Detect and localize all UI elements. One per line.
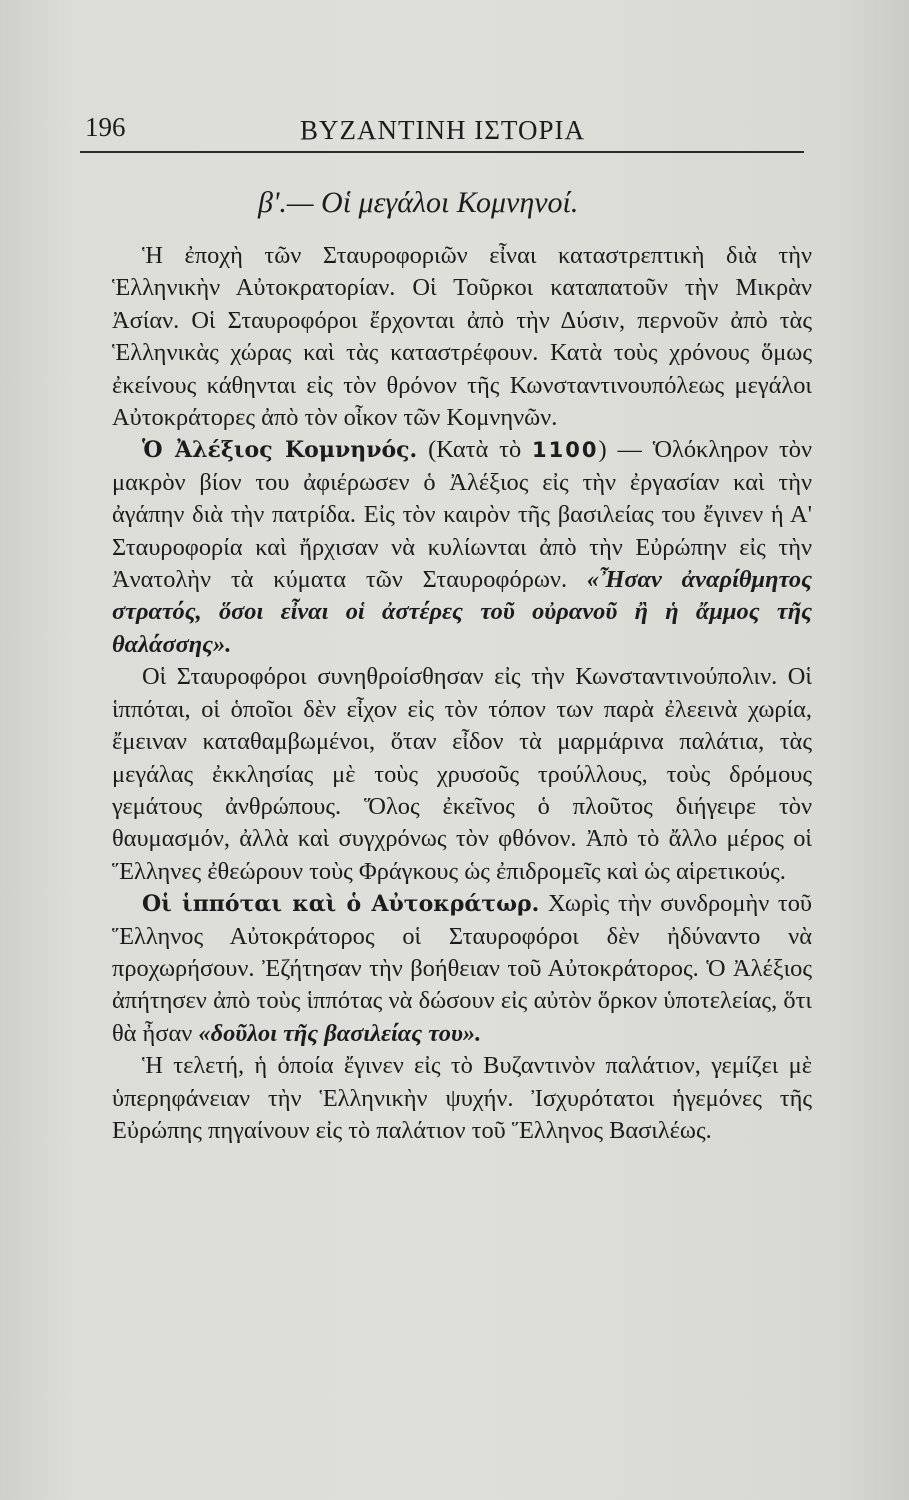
paragraph-constantinople: Οἱ Σταυροφόροι συνηθροίσθησαν εἰς τὴν Κωνσταντινούπολιν. Οἱ ἱππόται, οἱ ὁποῖοι δὲν εἶχον εἰς τὸν τόπον των παρὰ ἐλεεινὰ χωρία, ἔμειναν καταθαμβωμένοι, ὅταν εἶδον τὰ μαρμάρινα παλάτια, τὰς μεγάλας ἐκκλησίας μὲ τοὺς χρυσοῦς τρούλλους, τοὺς δρόμους γεμάτους ἀνθρώπους. Ὅλος ἐκεῖνος ὁ πλοῦτος διήγειρε τὸν θαυμασμόν, ἀλλὰ καὶ συγχρόνως τὸν φθόνον. Ἀπὸ τὸ ἄλλο μέρος οἱ Ἕλληνες ἐθεώρουν τοὺς Φράγκους ὡς ἐπιδρομεῖς καὶ ὡς αἱρετικούς. [112, 663, 812, 885]
alexios-year: 1100 [532, 438, 599, 463]
crusaders-quote: «Ἦσαν ἀναρίθμητος στρατός, ὅσοι εἶναι οἱ ἀστέρες τοῦ οὐρανοῦ ἢ ἡ ἄμμος τῆς θαλάσσης». [112, 566, 812, 658]
alexios-heading: Ὁ Ἀλέξιος Κομνηνός. [142, 437, 418, 464]
knights-heading: Οἱ ἱππόται καὶ ὁ Αὐτοκράτωρ. [142, 891, 540, 918]
running-title: ΒΥΖΑΝΤΙΝΗ ΙΣΤΟΡΙΑ [300, 115, 585, 145]
section-title: β'.— Οἱ μεγάλοι Κομνηνοί. [258, 186, 579, 219]
paragraph-knights-emperor [112, 888, 812, 1050]
body-text [112, 240, 812, 1147]
page-header [80, 112, 810, 152]
header-rule [80, 151, 804, 153]
alexios-text: ) — Ὁλόκληρον τὸν μακρὸν βίον του ἀφιέρωσεν ὁ Ἀλέξιος εἰς τὴν ἐργασίαν καὶ τὴν ἀγάπην διὰ τὴν πατρίδα. Εἰς τὸν καιρὸν τῆς βασιλείας του ἔγινεν ἡ Α' Σταυροφορία καὶ ἤρχισαν νὰ κυλίωνται ἀπὸ τὴν Εὐρώπην εἰς τὴν Ἀνατολὴν τὰ κύματα τῶν Σταυροφόρων. [112, 436, 812, 594]
oath-quote: «δοῦλοι τῆς βασιλείας του». [198, 1019, 482, 1047]
knights-text: Χωρὶς τὴν συνδρομὴν τοῦ Ἕλληνος Αὐτοκράτορος οἱ Σταυροφόροι δὲν ἠδύναντο νὰ προχωρήσουν. Ἐζήτησαν τὴν βοήθειαν τοῦ Αὐτοκράτορος. Ὁ Ἀλέξιος ἀπήτησεν ἀπὸ τοὺς ἱππότας νὰ δώσουν εἰς αὐτὸν ὅρκον ὑποτελείας, ὅτι θὰ ἦσαν [112, 890, 812, 1047]
page-number: 196 [85, 112, 126, 142]
paragraph-crusades-era: Ἡ ἐποχὴ τῶν Σταυροφοριῶν εἶναι καταστρεπτικὴ διὰ τὴν Ἑλληνικὴν Αὐτοκρατορίαν. Οἱ Τοῦρκοι καταπατοῦν τὴν Μικρὰν Ἀσίαν. Οἱ Σταυροφόροι ἔρχονται ἀπὸ τὴν Δύσιν, περνοῦν ἀπὸ τὰς Ἑλληνικὰς χώρας καὶ τὰς καταστρέφουν. Κατὰ τοὺς χρόνους ὅμως ἐκείνους κάθηνται εἰς τὸν θρόνον τῆς Κωνσταντινουπόλεως μεγάλοι Αὐτοκράτορες ἀπὸ τὸν οἶκον τῶν Κομνηνῶν. [112, 242, 812, 432]
paragraph-alexios [112, 434, 812, 661]
paragraph-ceremony: Ἡ τελετή, ἡ ὁποία ἔγινεν εἰς τὸ Βυζαντινὸν παλάτιον, γεμίζει μὲ ὑπερηφάνειαν τὴν Ἑλληνικὴν ψυχήν. Ἰσχυρότατοι ἡγεμόνες τῆς Εὐρώπης πηγαίνουν εἰς τὸ παλάτιον τοῦ Ἕλληνος Βασιλέως. [112, 1052, 812, 1144]
alexios-date-intro: (Κατὰ τὸ [417, 436, 533, 464]
